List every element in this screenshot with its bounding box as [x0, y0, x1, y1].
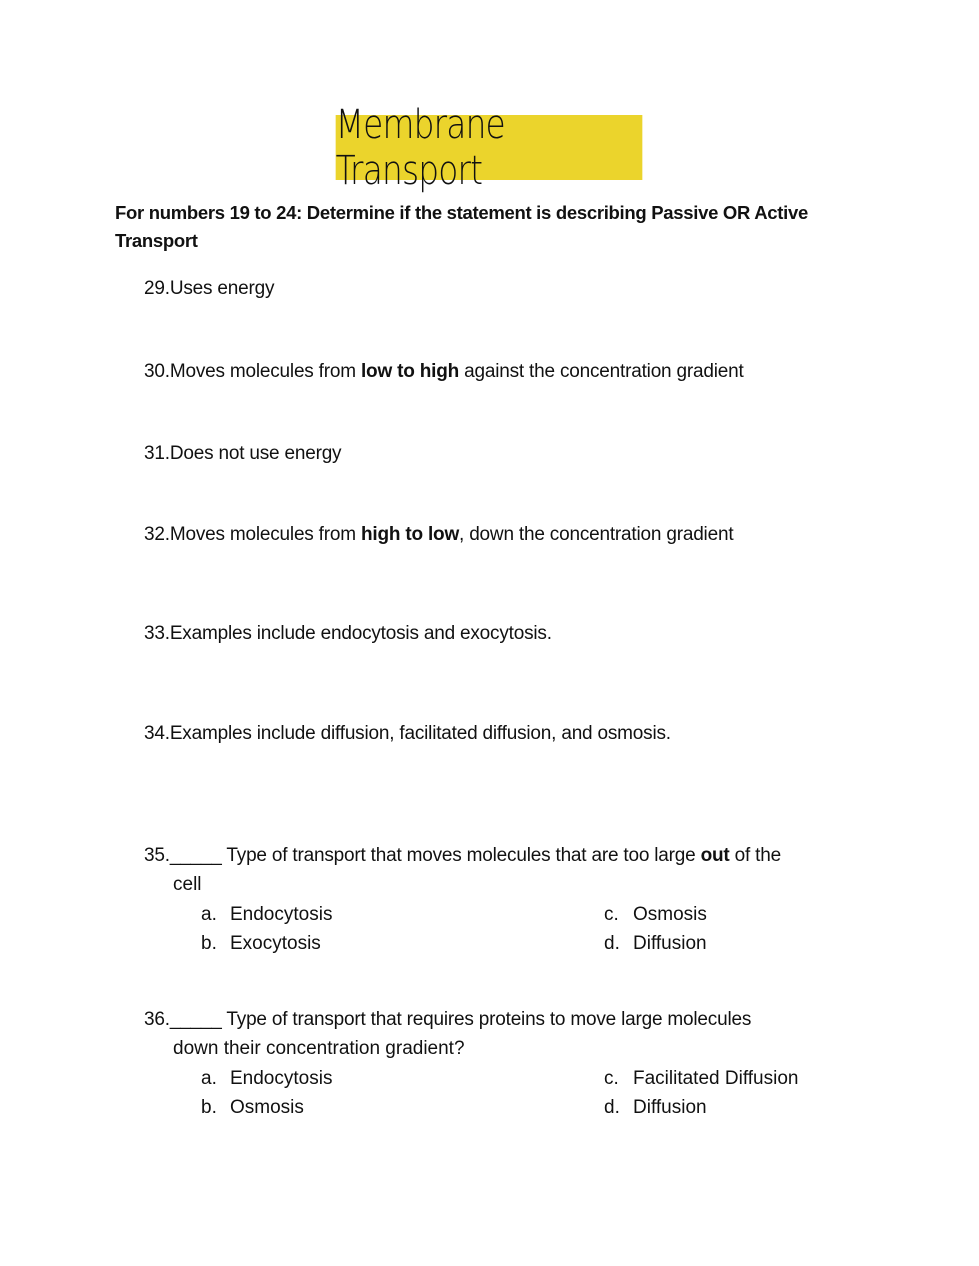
question-number: 31. [144, 443, 170, 464]
option-b [201, 929, 321, 958]
statement-text: Does not use energy [169, 443, 342, 464]
option-letter: c. [604, 1068, 619, 1089]
question-35 [144, 841, 781, 870]
answer-blank: _____ [169, 845, 222, 866]
statement-text: Examples include endocytosis and exocytosis. [169, 623, 552, 644]
statement-31 [144, 439, 341, 468]
question-text: Type of transport that requires proteins to move large molecules [221, 1009, 752, 1030]
question-36 [144, 1005, 751, 1034]
option-letter: a. [201, 1068, 217, 1089]
option-text: Endocytosis [230, 904, 333, 925]
statement-29 [144, 274, 274, 303]
statement-32 [144, 520, 733, 549]
option-text: Osmosis [633, 904, 707, 925]
option-text: Osmosis [230, 1097, 304, 1118]
option-letter: a. [201, 904, 217, 925]
option-c [604, 900, 707, 929]
question-text-continued: cell [173, 874, 202, 895]
question-number: 34. [144, 723, 170, 744]
option-d [604, 1093, 707, 1122]
option-letter: b. [201, 1097, 217, 1118]
question-text: Type of transport that moves molecules that are too large [221, 845, 701, 866]
option-text: Facilitated Diffusion [633, 1068, 799, 1089]
option-c [604, 1064, 798, 1093]
option-letter: c. [604, 904, 619, 925]
option-text: Diffusion [633, 1097, 707, 1118]
option-b [201, 1093, 304, 1122]
statement-34 [144, 719, 671, 748]
statement-text: Examples include diffusion, facilitated diffusion, and osmosis. [169, 723, 671, 744]
question-number: 35. [144, 845, 170, 866]
option-a [201, 900, 332, 929]
question-number: 33. [144, 623, 170, 644]
option-d [604, 929, 707, 958]
question-number: 36. [144, 1009, 170, 1030]
statement-text: , down the concentration gradient [459, 524, 734, 545]
statement-bold: low to high [360, 361, 460, 382]
question-number: 30. [144, 361, 170, 382]
question-bold: out [700, 845, 730, 866]
option-text: Diffusion [633, 933, 707, 954]
option-letter: b. [201, 933, 217, 954]
option-a [201, 1064, 332, 1093]
statement-bold: high to low [360, 524, 460, 545]
option-text: Exocytosis [230, 933, 321, 954]
question-text: of the [729, 845, 781, 866]
statement-text: against the concentration gradient [459, 361, 744, 382]
statement-text: Uses energy [169, 278, 275, 299]
page-title: Membrane Transport [336, 115, 643, 180]
statement-text: Moves molecules from [169, 361, 361, 382]
question-number: 32. [144, 524, 170, 545]
option-letter: d. [604, 933, 620, 954]
question-text-continued: down their concentration gradient? [173, 1038, 465, 1059]
statement-text: Moves molecules from [169, 524, 361, 545]
answer-blank: _____ [169, 1009, 222, 1030]
statement-33 [144, 619, 552, 648]
instructions: For numbers 19 to 24: Determine if the statement is describing Passive OR Active Transport [115, 202, 808, 251]
statement-30 [144, 357, 744, 386]
option-letter: d. [604, 1097, 620, 1118]
question-number: 29. [144, 278, 170, 299]
option-text: Endocytosis [230, 1068, 333, 1089]
